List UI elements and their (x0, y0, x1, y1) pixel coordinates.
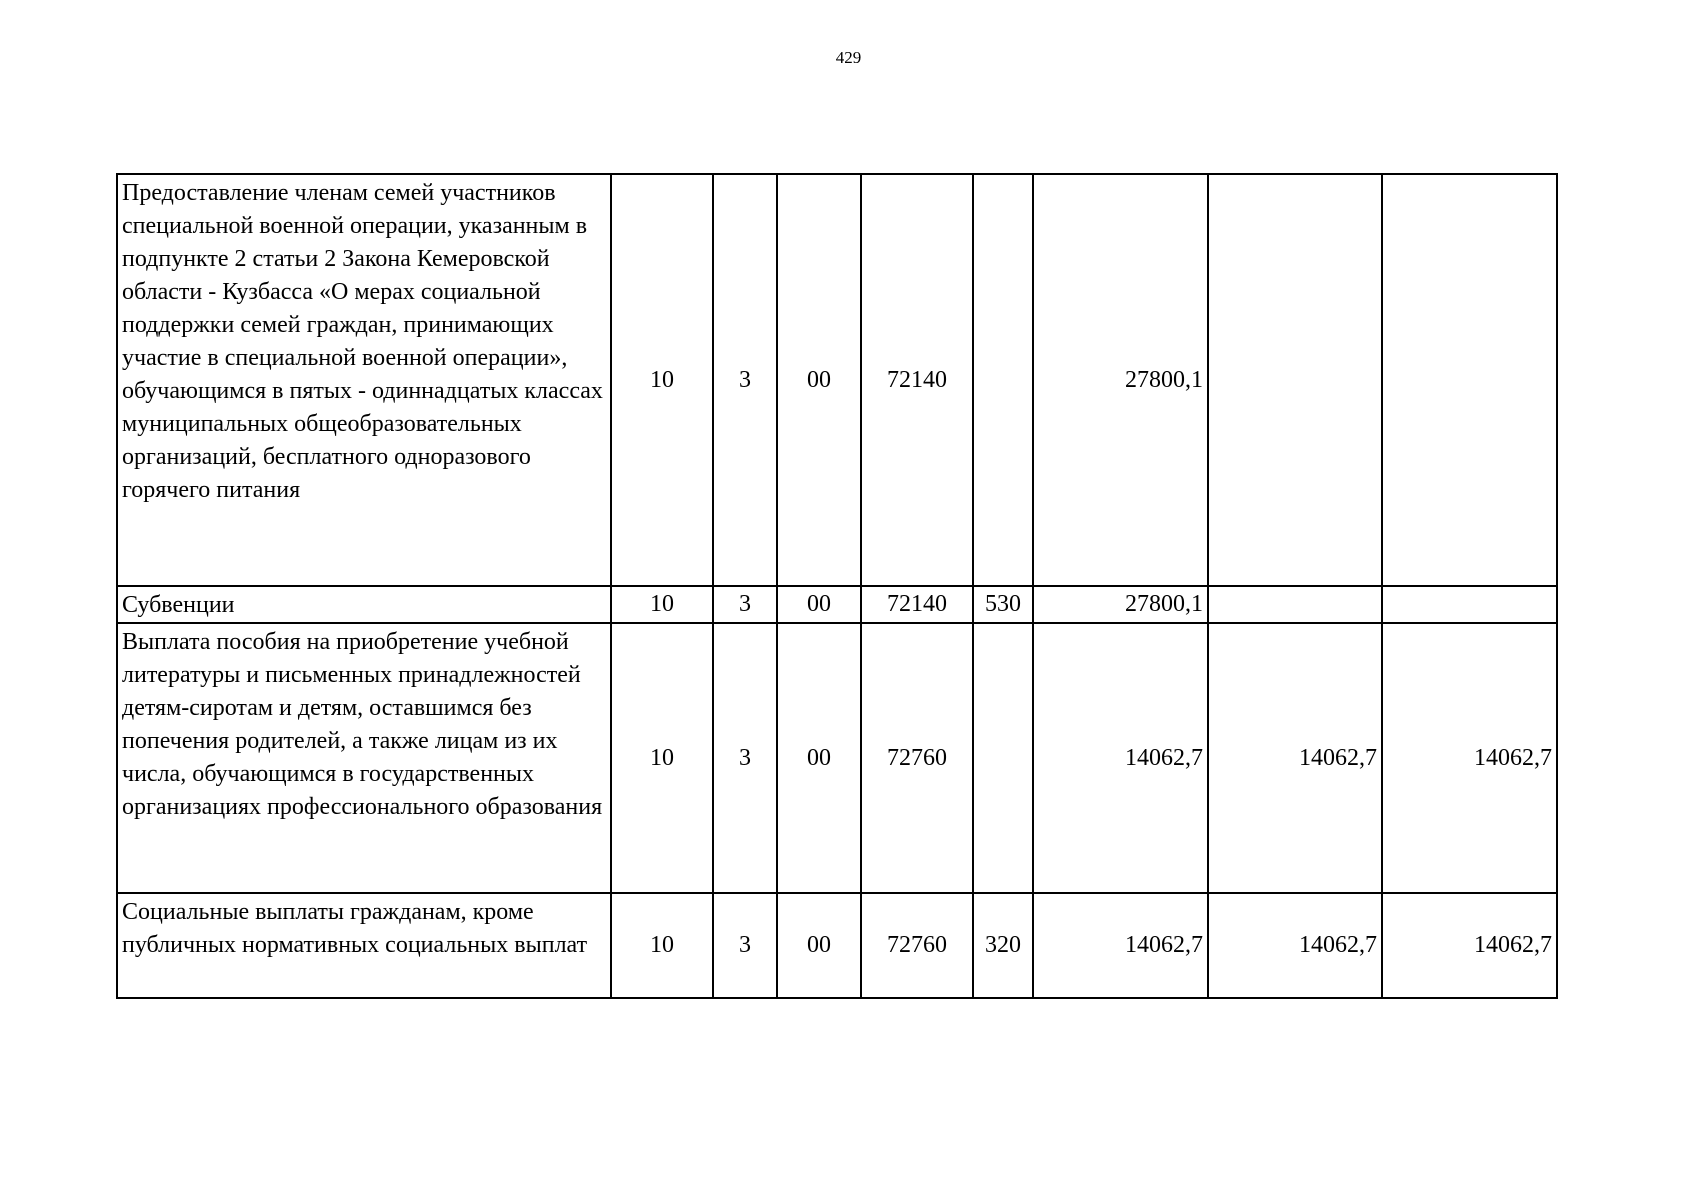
article-code: 72140 (861, 174, 973, 586)
program-code: 00 (777, 586, 861, 623)
program-code: 00 (777, 174, 861, 586)
row-description: Предоставление членам семей участников специальной военной операции, указанным в подпункте 2 статьи 2 Закона Кемеровской области - Кузбасса «О мерах социальной поддержки семей граждан, принимающих участие в специальной военной операции», обучающимся в пятых - одиннадцатых классах муниципальных общеобразовательных организаций, бесплатного одноразового горячего питания (117, 174, 611, 586)
section-code: 10 (611, 586, 713, 623)
amount-year-3 (1382, 174, 1557, 586)
amount-year-1: 14062,7 (1033, 623, 1208, 893)
amount-year-1: 14062,7 (1033, 893, 1208, 998)
row-description: Социальные выплаты гражданам, кроме публичных нормативных социальных выплат (117, 893, 611, 998)
program-code: 00 (777, 893, 861, 998)
page-number: 429 (835, 48, 862, 67)
table-row (117, 174, 1557, 586)
subsection-code: 3 (713, 174, 777, 586)
article-code: 72140 (861, 586, 973, 623)
amount-year-2: 14062,7 (1208, 893, 1382, 998)
amount-year-3: 14062,7 (1382, 893, 1557, 998)
amount-year-3: 14062,7 (1382, 623, 1557, 893)
row-description: Субвенции (117, 586, 611, 623)
budget-table (116, 173, 1558, 999)
amount-year-3 (1382, 586, 1557, 623)
amount-year-1: 27800,1 (1033, 586, 1208, 623)
amount-year-2: 14062,7 (1208, 623, 1382, 893)
row-description: Выплата пособия на приобретение учебной литературы и письменных принадлежностей детям-сиротам и детям, оставшимся без попечения родителей, а также лицам из их числа, обучающимся в государственных организациях профессионального образования (117, 623, 611, 893)
subsection-code: 3 (713, 893, 777, 998)
amount-year-1: 27800,1 (1033, 174, 1208, 586)
expense-type-code: 320 (973, 893, 1033, 998)
expense-type-code (973, 623, 1033, 893)
article-code: 72760 (861, 893, 973, 998)
program-code: 00 (777, 623, 861, 893)
expense-type-code: 530 (973, 586, 1033, 623)
subsection-code: 3 (713, 586, 777, 623)
amount-year-2 (1208, 586, 1382, 623)
subsection-code: 3 (713, 623, 777, 893)
table-row (117, 586, 1557, 623)
table-row (117, 623, 1557, 893)
section-code: 10 (611, 623, 713, 893)
table-row (117, 893, 1557, 998)
article-code: 72760 (861, 623, 973, 893)
section-code: 10 (611, 174, 713, 586)
section-code: 10 (611, 893, 713, 998)
amount-year-2 (1208, 174, 1382, 586)
expense-type-code (973, 174, 1033, 586)
